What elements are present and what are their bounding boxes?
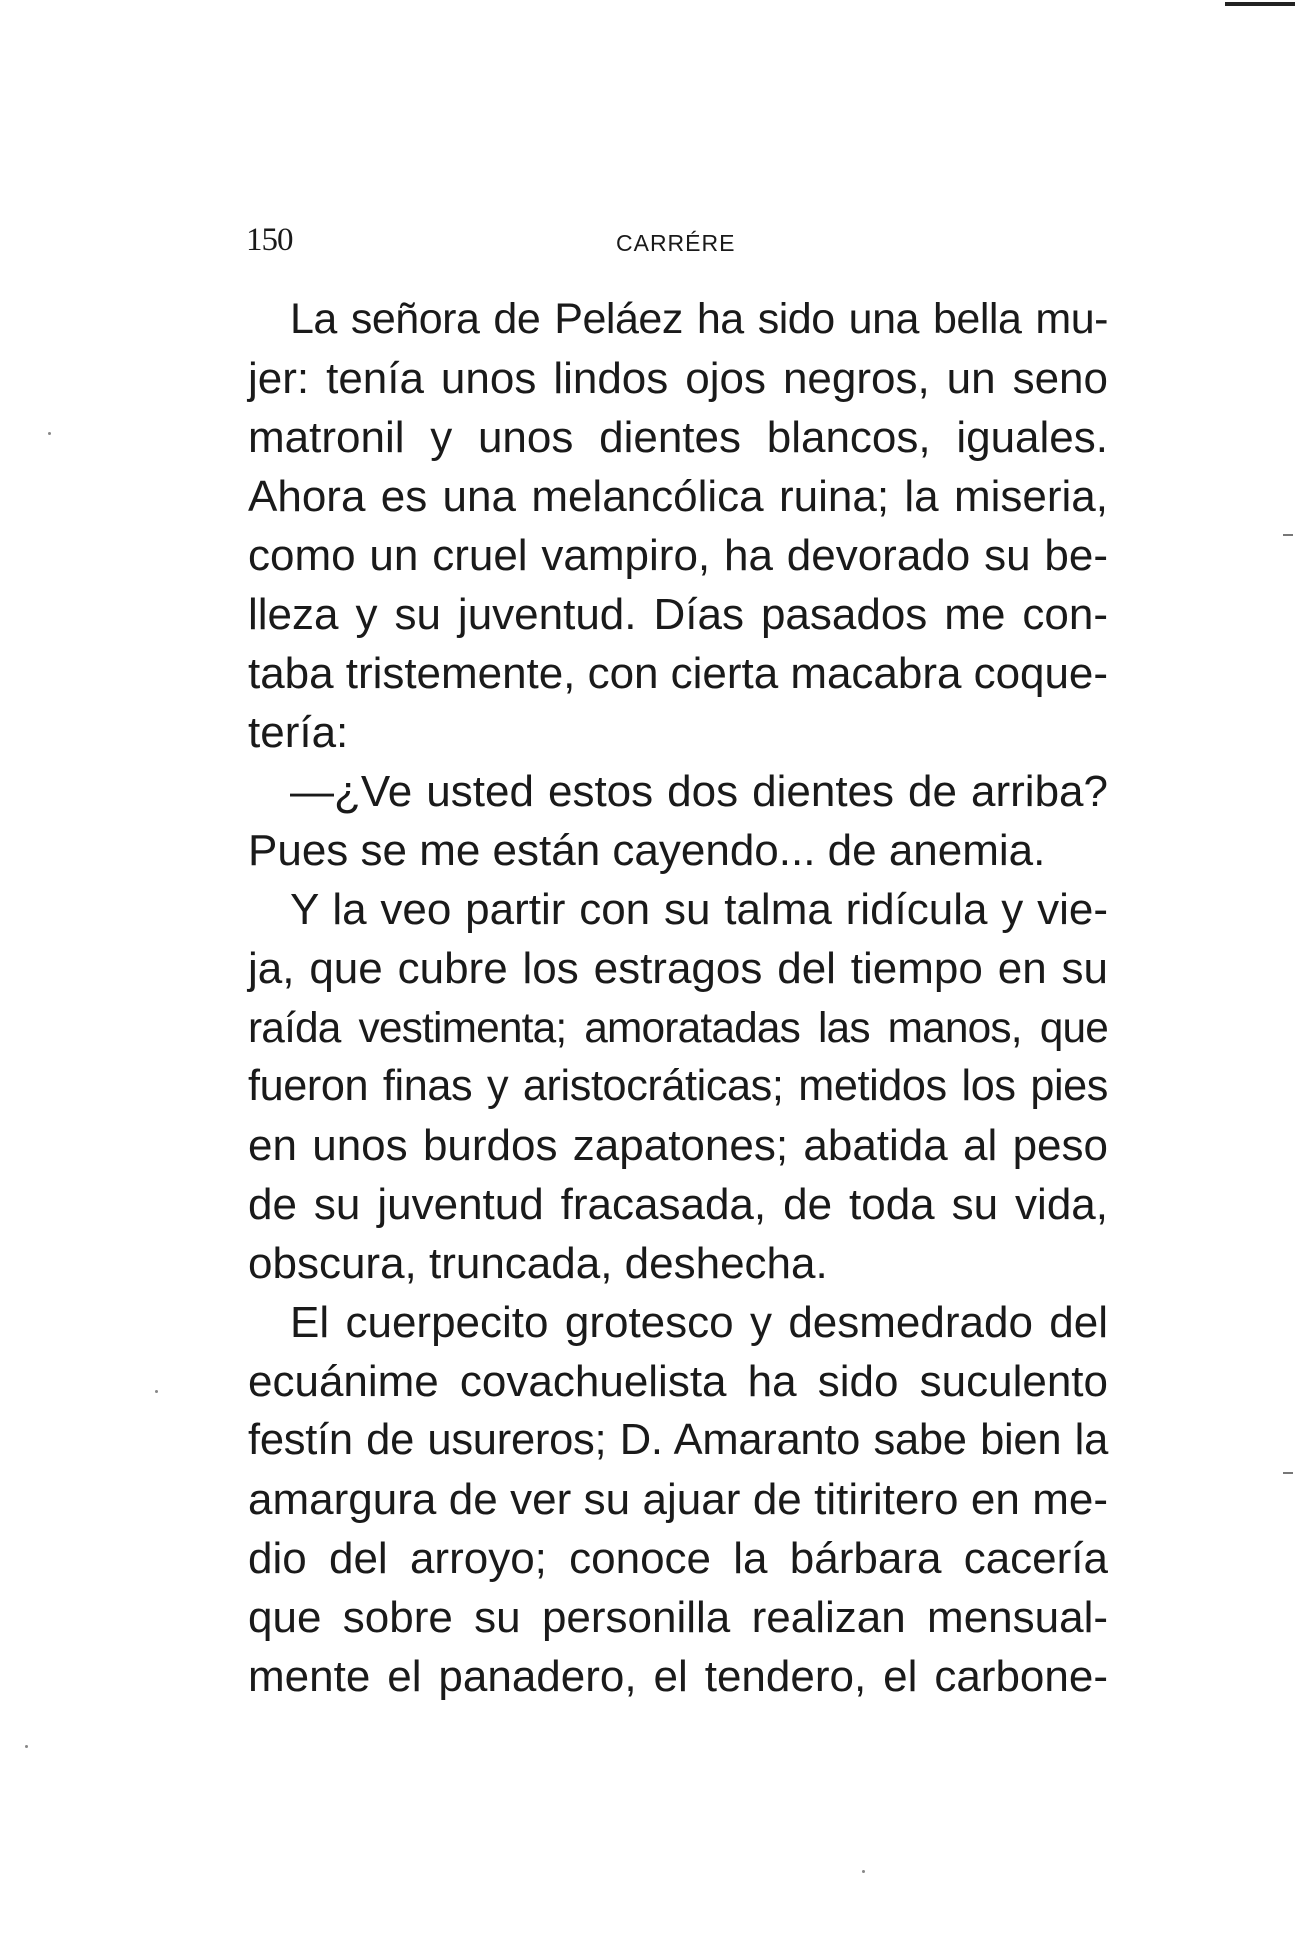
text-line: mente el panadero, el tendero, el carbone- — [248, 1652, 1108, 1701]
text-line: El cuerpecito grotesco y desmedrado del — [290, 1298, 1108, 1347]
text-line: Ahora es una melancólica ruina; la miseria, — [248, 472, 1108, 521]
text-line: lleza y su juventud. Días pasados me con- — [248, 590, 1108, 639]
text-line: festín de usureros; D. Amaranto sabe bien la — [248, 1416, 1108, 1464]
text-line: —¿Ve usted estos dos dientes de arriba? — [290, 767, 1108, 816]
text-line: obscura, truncada, deshecha. — [248, 1239, 828, 1288]
paper-speck — [48, 432, 51, 435]
text-line: Y la veo partir con su talma ridícula y vie- — [290, 885, 1108, 934]
text-line: tería: — [248, 708, 349, 757]
text-line: dio del arroyo; conoce la bárbara cacería — [248, 1534, 1108, 1583]
running-head: CARRÉRE — [616, 230, 736, 256]
text-line: raída vestimenta; amoratadas las manos, que — [248, 1004, 1108, 1051]
text-line: matronil y unos dientes blancos, iguales. — [248, 413, 1108, 462]
page-number: 150 — [246, 222, 293, 258]
text-line: en unos burdos zapatones; abatida al peso — [248, 1121, 1108, 1170]
text-line: amargura de ver su ajuar de titiritero en me- — [248, 1475, 1108, 1524]
margin-mark — [1283, 1472, 1293, 1474]
text-line: que sobre su personilla realizan mensual- — [248, 1593, 1108, 1642]
text-line: fueron finas y aristocráticas; metidos los pies — [248, 1062, 1108, 1110]
text-line: Pues se me están cayendo... de anemia. — [248, 826, 1046, 875]
paper-speck — [155, 1390, 158, 1393]
page-header — [246, 222, 1106, 262]
paper-speck — [862, 1870, 865, 1873]
text-line: ja, que cubre los estragos del tiempo en su — [248, 944, 1108, 993]
body-text — [248, 290, 1108, 1706]
text-line: como un cruel vampiro, ha devorado su be- — [248, 531, 1108, 580]
text-line: de su juventud fracasada, de toda su vida, — [248, 1180, 1108, 1229]
paper-speck — [25, 1745, 28, 1748]
text-line: La señora de Peláez ha sido una bella mu- — [290, 295, 1108, 343]
text-line: taba tristemente, con cierta macabra coque- — [248, 649, 1109, 698]
text-line: jer: tenía unos lindos ojos negros, un seno — [248, 354, 1108, 403]
text-line: ecuánime covachuelista ha sido suculento — [248, 1357, 1108, 1406]
page-edge-mark — [1225, 2, 1295, 6]
margin-mark — [1283, 534, 1293, 536]
